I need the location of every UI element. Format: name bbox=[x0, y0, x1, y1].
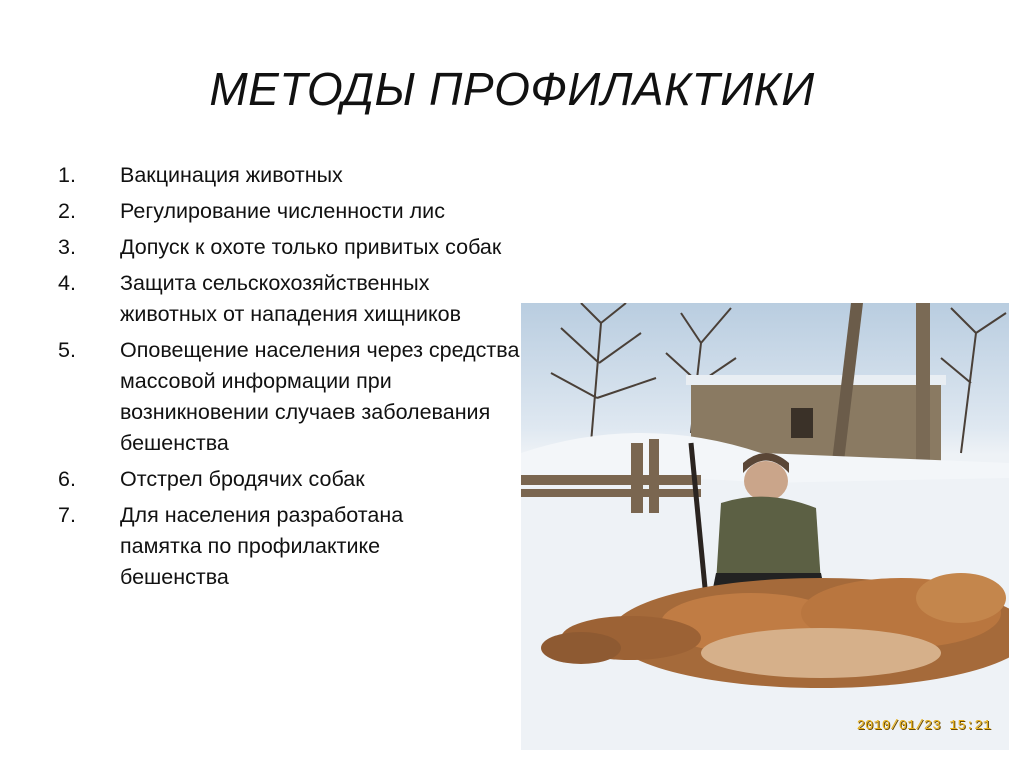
list-item-number: 7. bbox=[58, 503, 76, 527]
photo-timestamp: 2010/01/23 15:21 bbox=[856, 718, 991, 734]
list-item-text: Допуск к охоте только привитых собак bbox=[120, 235, 502, 259]
list-item-number: 6. bbox=[58, 467, 76, 491]
list-item-text: Оповещение населения через средства массовой информации при возникновении случаев заболевания бешенства bbox=[120, 338, 520, 455]
list-item bbox=[58, 335, 528, 459]
list-item-number: 4. bbox=[58, 271, 76, 295]
list-item bbox=[58, 196, 528, 227]
list-item-number: 3. bbox=[58, 235, 76, 259]
list-item bbox=[58, 232, 518, 263]
list-item bbox=[58, 160, 528, 191]
hunter-with-foxes-photo bbox=[521, 303, 1009, 750]
list-item-text: Отстрел бродячих собак bbox=[120, 467, 365, 491]
list-item bbox=[58, 464, 528, 495]
list-item-text: Защита сельскохозяйственных животных от нападения хищников bbox=[120, 271, 462, 326]
photo-illustration bbox=[521, 303, 1009, 750]
list-item-text: Вакцинация животных bbox=[120, 163, 343, 187]
list-item-number: 2. bbox=[58, 199, 76, 223]
list-item bbox=[58, 500, 478, 593]
prevention-methods-list bbox=[58, 160, 528, 598]
list-item bbox=[58, 268, 498, 330]
list-item-text: Регулирование численности лис bbox=[120, 199, 445, 223]
list-item-number: 5. bbox=[58, 338, 76, 362]
list-item-number: 1. bbox=[58, 163, 76, 187]
list-item-text: Для населения разработана памятка по профилактике бешенства bbox=[120, 503, 404, 589]
slide-title: МЕТОДЫ ПРОФИЛАКТИКИ bbox=[209, 63, 815, 115]
